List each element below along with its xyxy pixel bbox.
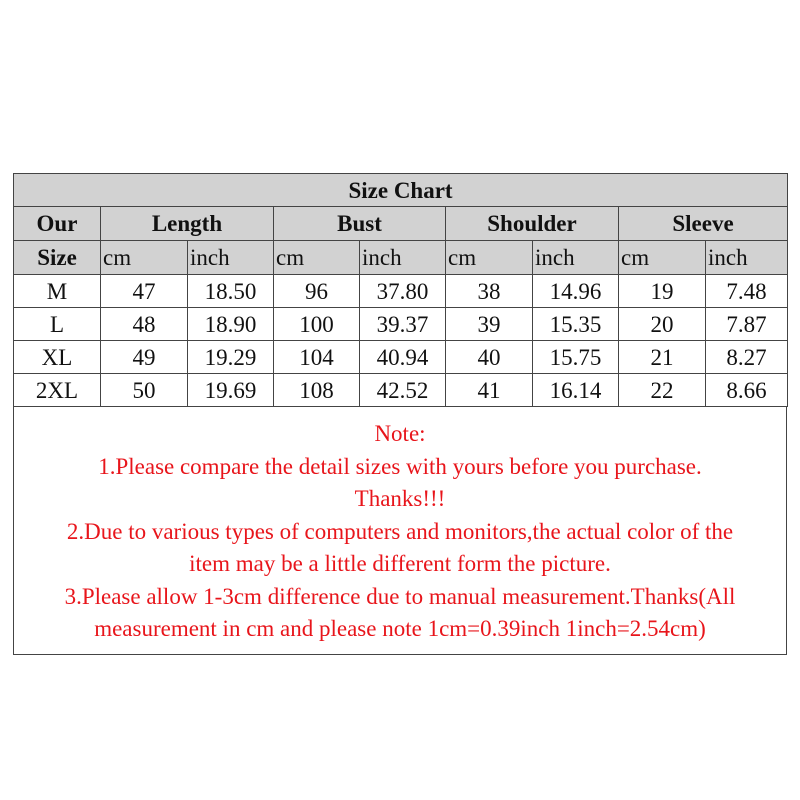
- table-cell: 7.48: [706, 275, 788, 308]
- table-cell: 8.27: [706, 341, 788, 374]
- table-cell: 50: [101, 374, 188, 407]
- note-line: 2.Due to various types of computers and monitors,the actual color of the: [66, 518, 734, 544]
- table-cell: 7.87: [706, 308, 788, 341]
- table-cell: 38: [446, 275, 533, 308]
- unit-header: inch: [188, 241, 274, 275]
- table-cell: 21: [619, 341, 706, 374]
- note-line: measurement in cm and please note 1cm=0.39inch 1inch=2.54cm): [94, 616, 706, 641]
- size-table: [13, 173, 788, 407]
- table-row: [14, 308, 788, 341]
- table-title: Size Chart: [14, 174, 788, 207]
- table-cell: 16.14: [533, 374, 619, 407]
- group-header-shoulder: Shoulder: [446, 207, 619, 241]
- table-cell: 18.50: [188, 275, 274, 308]
- table-cell: 104: [274, 341, 360, 374]
- table-cell: 40: [446, 341, 533, 374]
- group-header-sleeve: Sleeve: [619, 207, 788, 241]
- table-row: [14, 275, 788, 308]
- table-cell: 96: [274, 275, 360, 308]
- unit-header: inch: [706, 241, 788, 275]
- table-cell: 41: [446, 374, 533, 407]
- size-cell: M: [14, 275, 101, 308]
- table-cell: 42.52: [360, 374, 446, 407]
- note-line: 1.Please compare the detail sizes with yours before you purchase.: [98, 453, 702, 479]
- note-box: [13, 407, 787, 655]
- group-header-length: Length: [101, 207, 274, 241]
- table-cell: 14.96: [533, 275, 619, 308]
- table-cell: 19: [619, 275, 706, 308]
- size-cell: XL: [14, 341, 101, 374]
- unit-header: inch: [533, 241, 619, 275]
- table-cell: 19.29: [188, 341, 274, 374]
- table-cell: 39: [446, 308, 533, 341]
- table-cell: 108: [274, 374, 360, 407]
- table-row: [14, 374, 788, 407]
- table-cell: 37.80: [360, 275, 446, 308]
- table-cell: 48: [101, 308, 188, 341]
- table-cell: 18.90: [188, 308, 274, 341]
- table-cell: 49: [101, 341, 188, 374]
- group-header-bust: Bust: [274, 207, 446, 241]
- table-cell: 15.35: [533, 308, 619, 341]
- table-cell: 47: [101, 275, 188, 308]
- size-cell: L: [14, 308, 101, 341]
- note-line: Thanks!!!: [354, 486, 446, 511]
- table-cell: 40.94: [360, 341, 446, 374]
- note-heading: Note:: [374, 421, 426, 446]
- table-cell: 39.37: [360, 308, 446, 341]
- table-cell: 100: [274, 308, 360, 341]
- unit-header: cm: [446, 241, 533, 275]
- table-cell: 15.75: [533, 341, 619, 374]
- unit-header: cm: [274, 241, 360, 275]
- size-header-bottom: Size: [14, 241, 101, 275]
- table-cell: 19.69: [188, 374, 274, 407]
- size-chart: [13, 173, 787, 655]
- note-line: 3.Please allow 1-3cm difference due to manual measurement.Thanks(All: [64, 583, 736, 609]
- table-row: [14, 341, 788, 374]
- unit-header: cm: [619, 241, 706, 275]
- table-cell: 20: [619, 308, 706, 341]
- size-header-top: Our: [14, 207, 101, 241]
- size-cell: 2XL: [14, 374, 101, 407]
- table-cell: 8.66: [706, 374, 788, 407]
- unit-header: cm: [101, 241, 188, 275]
- table-cell: 22: [619, 374, 706, 407]
- note-line: item may be a little different form the picture.: [189, 551, 611, 576]
- unit-header: inch: [360, 241, 446, 275]
